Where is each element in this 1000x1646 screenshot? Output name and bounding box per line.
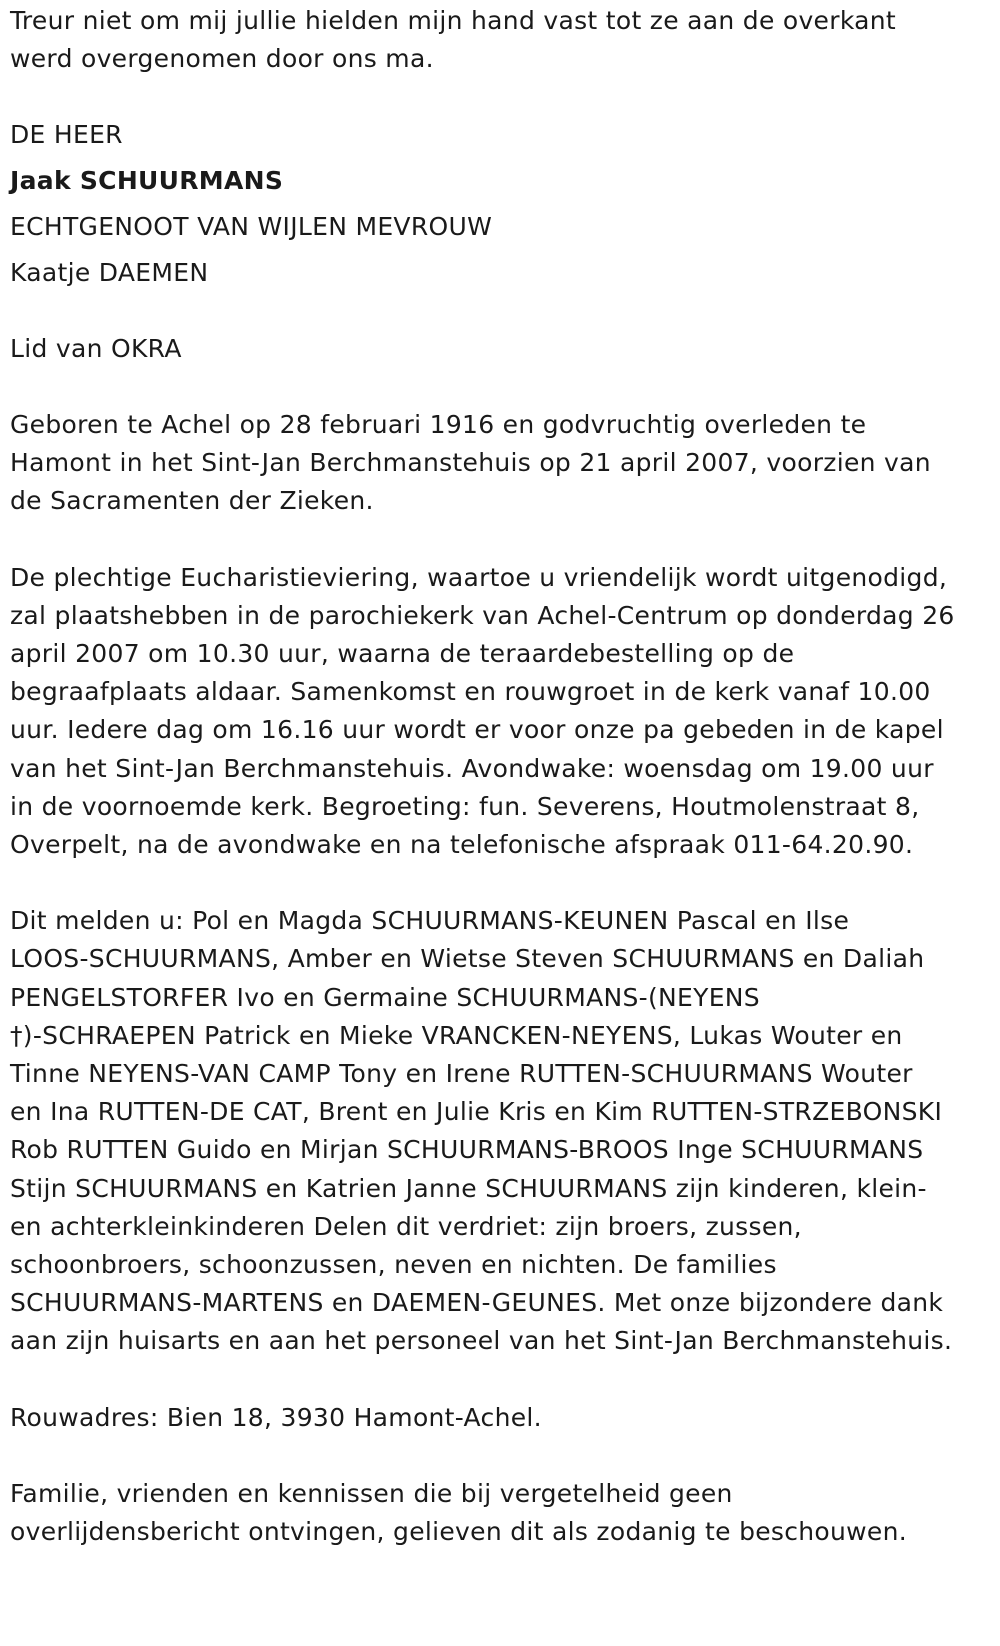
ceremony-line: De plechtige Eucharistieviering, waartoe u vriendelijk wordt uitgenodigd, [10,562,948,592]
ceremony-line: zal plaatshebben in de parochiekerk van Achel-Centrum op donderdag 26 [10,600,955,630]
birth-death-line: de Sacramenten der Zieken. [10,486,374,516]
intro-line: werd overgenomen door ons ma. [10,44,434,74]
family-paragraph [10,902,990,1360]
family-line: schoonbroers, schoonzussen, neven en nichten. De families [10,1249,777,1279]
obituary-document [10,2,990,1589]
membership-paragraph [10,330,990,368]
intro-paragraph [10,2,990,78]
ceremony-line: uur. Iedere dag om 16.16 uur wordt er voor onze pa gebeden in de kapel [10,715,944,745]
honorific: DE HEER [10,120,123,150]
deceased-name: Jaak SCHUURMANS [10,166,284,196]
closing-paragraph [10,1475,990,1551]
address-paragraph [10,1399,990,1437]
family-line: aan zijn huisarts en aan het personeel van het Sint-Jan Berchmanstehuis. [10,1326,953,1356]
birth-death-line: Hamont in het Sint-Jan Berchmanstehuis op 21 april 2007, voorzien van [10,448,931,478]
spouse-name: Kaatje DAEMEN [10,257,209,287]
ceremony-line: begraafplaats aldaar. Samenkomst en rouwgroet in de kerk vanaf 10.00 [10,677,931,707]
mourning-address: Rouwadres: Bien 18, 3930 Hamont-Achel. [10,1402,542,1432]
family-line: Stijn SCHUURMANS en Katrien Janne SCHUURMANS zijn kinderen, klein- [10,1173,927,1203]
family-line: en Ina RUTTEN-DE CAT, Brent en Julie Kris en Kim RUTTEN-STRZEBONSKI [10,1097,943,1127]
ceremony-line: van het Sint-Jan Berchmanstehuis. Avondwake: woensdag om 19.00 uur [10,753,934,783]
family-line: Tinne NEYENS-VAN CAMP Tony en Irene RUTTEN-SCHUURMANS Wouter [10,1058,913,1088]
family-line: LOOS-SCHUURMANS, Amber en Wietse Steven SCHUURMANS en Daliah [10,944,925,974]
membership-line: Lid van OKRA [10,333,182,363]
intro-line: Treur niet om mij jullie hielden mijn hand vast tot ze aan de overkant [10,6,897,35]
birth-death-paragraph [10,406,990,521]
name-block [10,116,990,291]
family-line: †)-SCHRAEPEN Patrick en Mieke VRANCKEN-NEYENS, Lukas Wouter en [10,1020,903,1050]
family-line: Dit melden u: Pol en Magda SCHUURMANS-KEUNEN Pascal en Ilse [10,906,850,936]
family-line: en achterkleinkinderen Delen dit verdriet: zijn broers, zussen, [10,1211,802,1241]
birth-death-line: Geboren te Achel op 28 februari 1916 en godvruchtig overleden te [10,409,867,439]
closing-line: Familie, vrienden en kennissen die bij vergetelheid geen [10,1478,733,1508]
ceremony-line: in de voornoemde kerk. Begroeting: fun. Severens, Houtmolenstraat 8, [10,791,920,821]
ceremony-paragraph [10,559,990,865]
ceremony-line: april 2007 om 10.30 uur, waarna de teraardebestelling op de [10,638,795,668]
family-line: PENGELSTORFER Ivo en Germaine SCHUURMANS-(NEYENS [10,982,760,1012]
closing-line: overlijdensbericht ontvingen, gelieven dit als zodanig te beschouwen. [10,1517,907,1546]
ceremony-line: Overpelt, na de avondwake en na telefonische afspraak 011-64.20.90. [10,829,914,859]
relation-label: ECHTGENOOT VAN WIJLEN MEVROUW [10,211,493,241]
family-line: SCHUURMANS-MARTENS en DAEMEN-GEUNES. Met onze bijzondere dank [10,1288,944,1318]
family-line: Rob RUTTEN Guido en Mirjan SCHUURMANS-BROOS Inge SCHUURMANS [10,1135,924,1165]
